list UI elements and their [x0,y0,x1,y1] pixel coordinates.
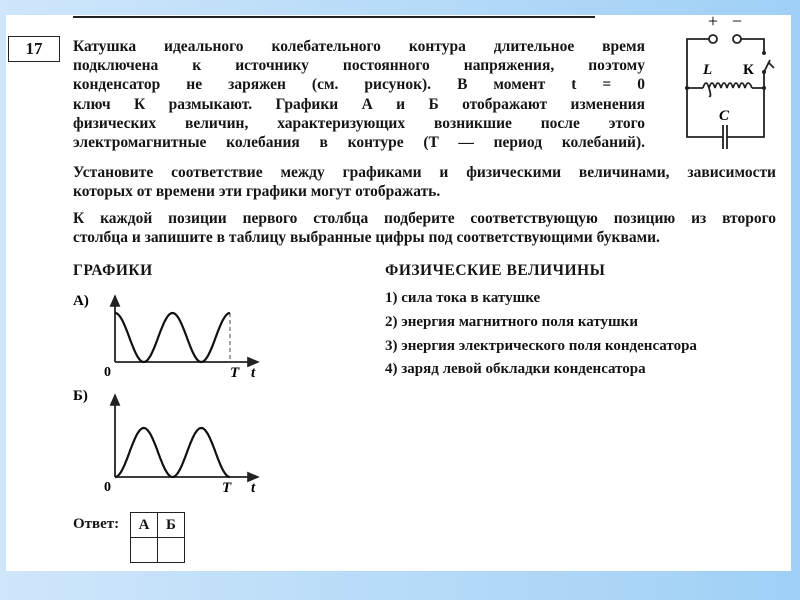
intro-line: Катушка идеального колебательного контура длительное время [73,38,645,55]
capacitor-label: C [719,108,730,124]
instruction-line: которых от времени эти графики могут отображать. [73,183,441,200]
instruction-line: Установите соответствие между графиками и физическими величинами, зависимости [73,164,776,181]
answer-header-a: А [131,513,158,538]
quantity-item: 4) заряд левой обкладки конденсатора [385,361,646,377]
answer-header-b: Б [158,513,185,538]
answer-cell-b[interactable] [158,538,185,563]
intro-line: физических величин, характеризующих возникшие после этого [73,115,645,132]
quantities-header: ФИЗИЧЕСКИЕ ВЕЛИЧИНЫ [385,262,606,279]
task-number: 17 [8,36,60,62]
time-axis-label: t [251,365,256,381]
intro-line: подключена к источнику постоянного напряжения, поэтому [73,57,645,74]
origin-label: 0 [104,365,111,380]
switch-label: К [743,62,754,78]
graph-a-label: А) [73,293,89,309]
answer-table [130,512,185,563]
graph-a [73,293,258,381]
intro-line: электромагнитные колебания в контуре (T — период колебаний). [73,134,645,151]
graph-a-curve [115,313,230,362]
graph-b-curve [115,428,230,477]
inductor-label: L [703,62,713,78]
plus-terminal: + [707,11,719,31]
instruction-line: столбца и запишите в таблицу выбранные цифры под соответствующими буквами. [73,229,660,246]
quantity-item: 2) энергия магнитного поля катушки [385,314,638,330]
period-label: T [222,480,232,496]
answer-label: Ответ: [73,516,120,532]
origin-label: 0 [104,480,111,495]
quantity-item: 1) сила тока в катушке [385,290,541,306]
intro-line: ключ К размыкают. Графики А и Б отображают изменения [73,96,645,113]
period-label: T [230,365,240,381]
intro-line: конденсатор не заряжен (см. рисунок). В момент t = 0 [73,76,645,93]
time-axis-label: t [251,480,256,496]
graphs-header: ГРАФИКИ [73,262,153,279]
graph-b [73,388,258,496]
answer-cell-a[interactable] [131,538,158,563]
graph-b-label: Б) [73,388,88,404]
minus-terminal: − [731,11,743,31]
quantity-item: 3) энергия электрического поля конденсатора [385,338,697,354]
instruction-line: К каждой позиции первого столбца подберите соответствующую позицию из второго [73,210,776,227]
